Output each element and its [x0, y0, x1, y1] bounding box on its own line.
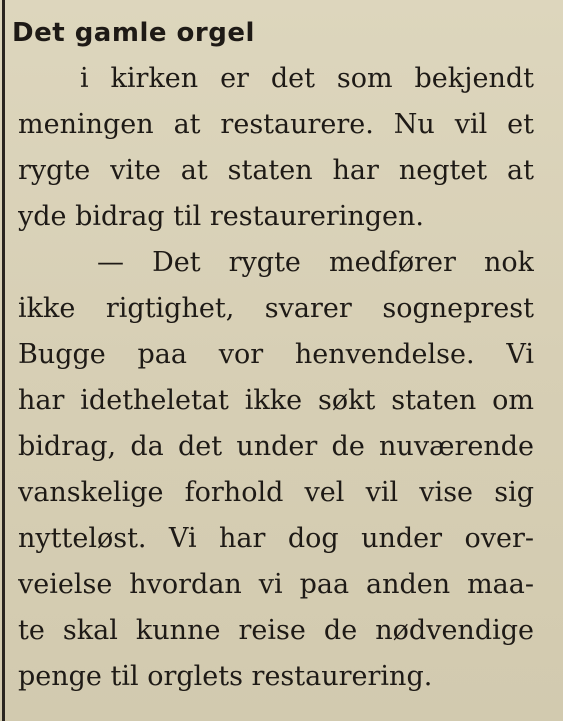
- article-line: bidrag, da det under de nuværende: [18, 431, 534, 462]
- article-line: meningen at restaurere. Nu vil et: [18, 109, 534, 140]
- article-line: ikke rigtighet, svarer sogneprest: [18, 293, 534, 324]
- article-line: har idetheletat ikke søkt staten om: [18, 385, 534, 416]
- article-line: i kirken er det som bekjendt: [80, 63, 534, 94]
- article-line: penge til orglets restaurering.: [18, 661, 433, 692]
- article-line: te skal kunne reise de nødvendige: [18, 615, 534, 646]
- column-rule: [2, 0, 5, 721]
- article-line: — Det rygte medfører nok: [97, 247, 534, 278]
- article-line: yde bidrag til restaureringen.: [18, 201, 425, 232]
- article-line: nytteløst. Vi har dog under over-: [18, 523, 534, 554]
- article-line: vanskelige forhold vel vil vise sig: [18, 477, 534, 508]
- article-headline: Det gamle orgel: [12, 18, 255, 48]
- article-line: Bugge paa vor henvendelse. Vi: [18, 339, 534, 370]
- article-line: veielse hvordan vi paa anden maa-: [18, 569, 534, 600]
- article-line: rygte vite at staten har negtet at: [18, 155, 534, 186]
